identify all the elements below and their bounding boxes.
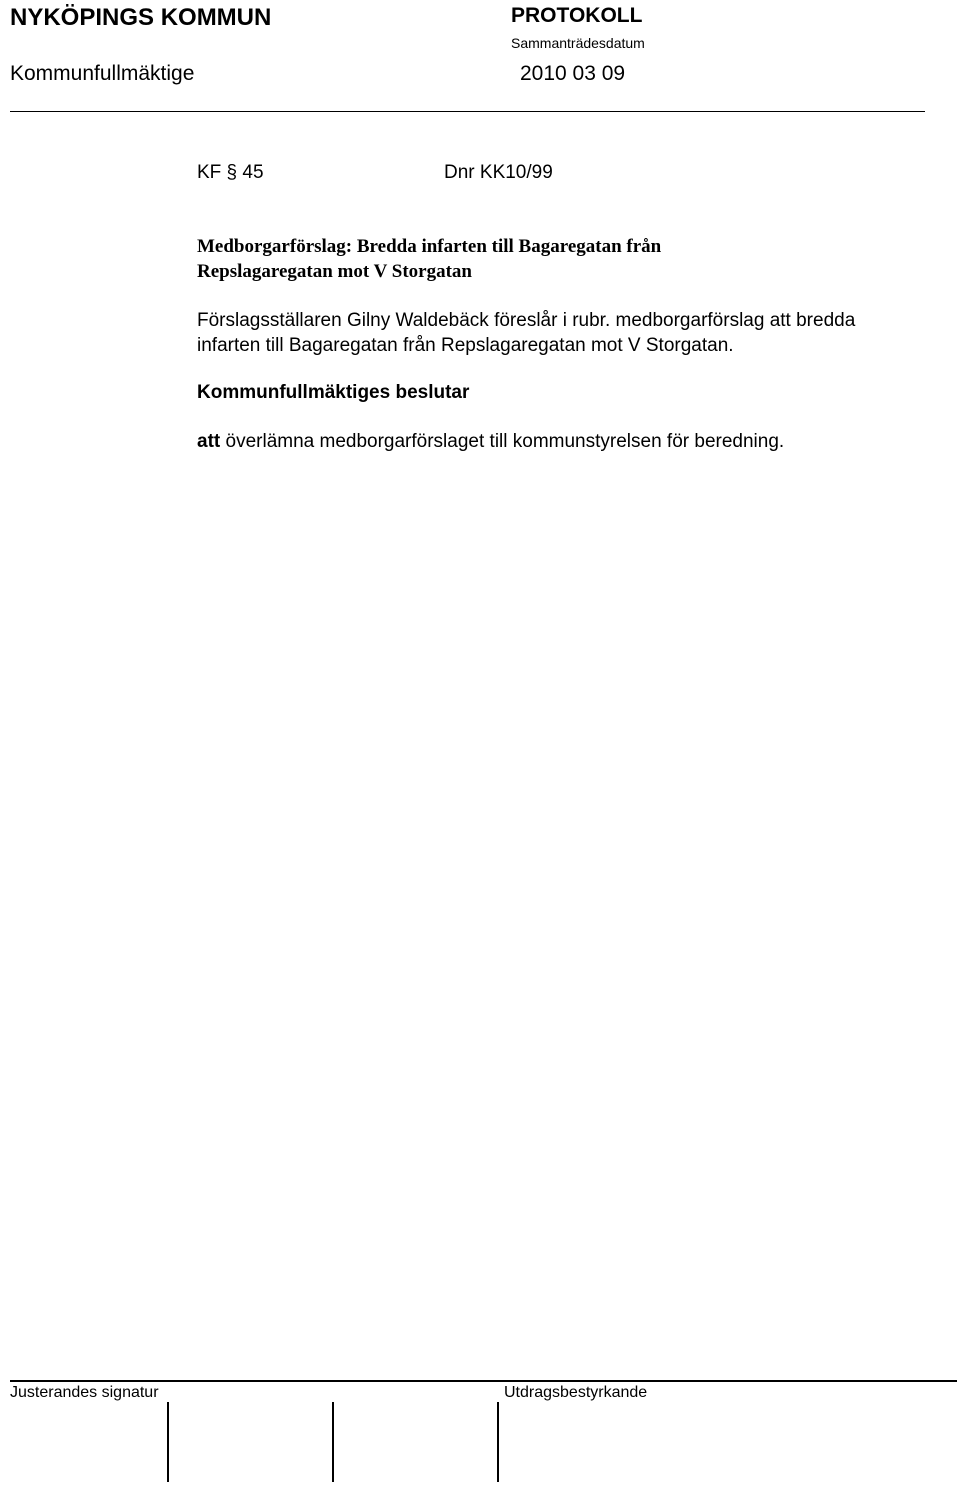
decision-keyword: att xyxy=(197,431,221,452)
matter-title: Medborgarförslag: Bredda infarten till Bagaregatan från Repslagaregatan mot V Storgatan xyxy=(197,236,662,282)
signature-box-divider xyxy=(497,1402,499,1482)
paragraph-number: KF § 45 xyxy=(197,162,264,183)
signature-box-divider xyxy=(167,1402,169,1482)
paragraph-row xyxy=(197,162,553,184)
certification-label: Utdragsbestyrkande xyxy=(504,1384,648,1401)
meeting-date: 2010 03 09 xyxy=(520,62,626,85)
signature-label: Justerandes signatur xyxy=(10,1384,159,1401)
decision-heading: Kommunfullmäktiges beslutar xyxy=(197,382,470,403)
document-type: PROTOKOLL xyxy=(511,4,643,27)
decision-text xyxy=(197,431,784,453)
diary-number: Dnr KK10/99 xyxy=(444,162,553,183)
date-label: Sammanträdesdatum xyxy=(511,35,645,51)
matter-description: Förslagsställaren Gilny Waldebäck föreslår i rubr. medborgarförslag att bredda infarten till Bagaregatan från Repslagaregatan mot V Storgatan. xyxy=(197,310,856,356)
decision-body-text: överlämna medborgarförslaget till kommunstyrelsen för beredning. xyxy=(220,431,785,452)
organization-name: NYKÖPINGS KOMMUN xyxy=(10,4,272,31)
signature-box-divider xyxy=(332,1402,334,1482)
footer-divider xyxy=(10,1380,957,1382)
decision-body: Kommunfullmäktige xyxy=(10,62,195,85)
header-divider xyxy=(10,111,925,112)
